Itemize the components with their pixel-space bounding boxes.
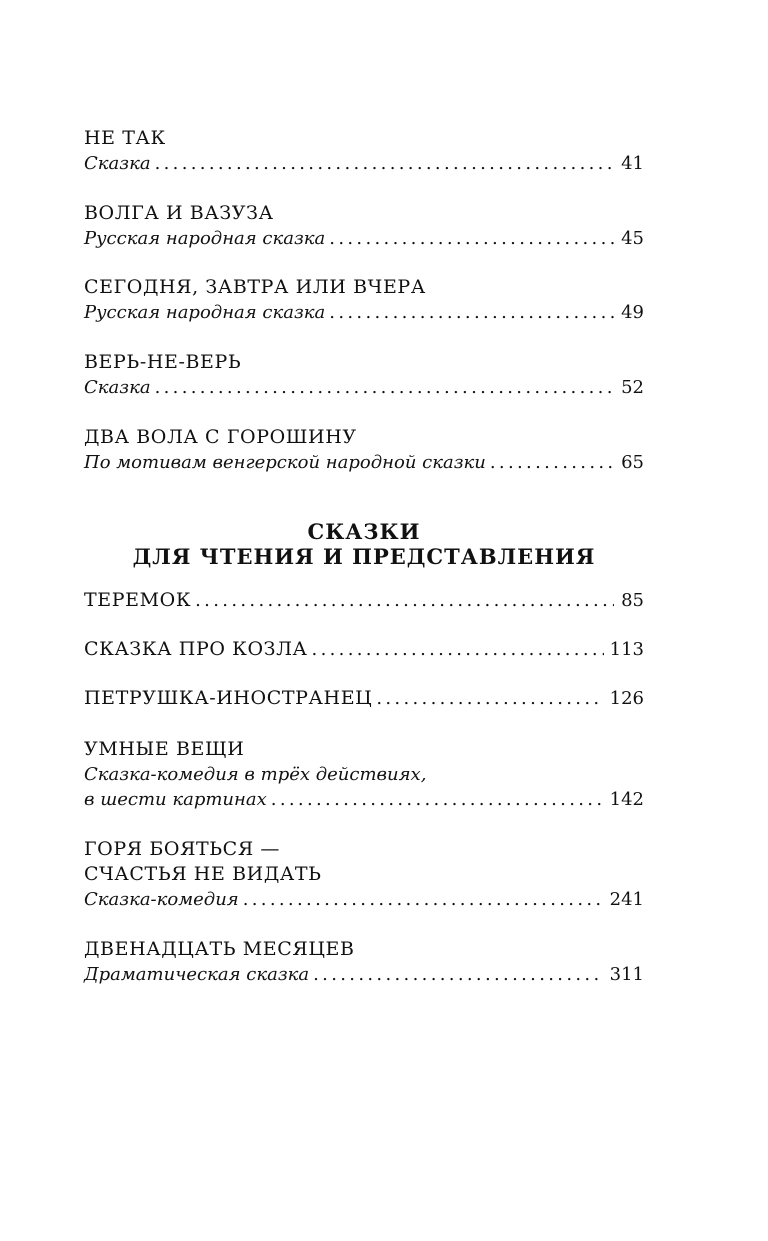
entry-line — [84, 450, 644, 475]
dot-leader — [490, 450, 614, 475]
entry-subtitle: Русская народная сказка — [84, 302, 326, 323]
dot-leader — [271, 787, 604, 812]
entry-title: ВОЛГА И ВАЗУЗА — [84, 202, 274, 224]
entry-line — [84, 686, 644, 711]
entry-title: СКАЗКА ПРО КОЗЛА — [84, 638, 308, 660]
entry-title: ГОРЯ БОЯТЬСЯ — — [84, 838, 281, 860]
section-heading — [68, 519, 660, 569]
section-heading-line-1: СКАЗКИ — [307, 519, 421, 544]
dot-leader — [376, 686, 603, 711]
dot-leader — [155, 151, 614, 176]
entry-title: ПЕТРУШКА-ИНОСТРАНЕЦ — [84, 687, 373, 709]
entry-title: СЕГОДНЯ, ЗАВТРА ИЛИ ВЧЕРА — [84, 276, 426, 298]
toc-entry — [84, 637, 644, 662]
page-number: 142 — [609, 789, 644, 810]
toc-entry — [84, 837, 644, 912]
entry-line — [84, 226, 644, 251]
entry-title: НЕ ТАК — [84, 127, 166, 149]
dot-leader — [313, 962, 604, 987]
page-number: 85 — [621, 590, 644, 611]
entry-line — [84, 637, 644, 662]
toc-entry — [84, 937, 644, 987]
toc-entry — [84, 126, 644, 176]
page-number: 45 — [621, 228, 644, 249]
toc-entry — [84, 425, 644, 475]
entry-line — [84, 151, 644, 176]
page-number: 52 — [621, 377, 644, 398]
entry-line — [84, 588, 644, 613]
page-number: 126 — [609, 688, 644, 709]
page-number: 65 — [621, 452, 644, 473]
toc-entry — [84, 350, 644, 400]
dot-leader — [155, 375, 614, 400]
entry-line — [84, 375, 644, 400]
page-number: 113 — [609, 639, 644, 660]
entry-subtitle: Сказка-комедия — [84, 889, 239, 910]
entry-title-continued: СЧАСТЬЯ НЕ ВИДАТЬ — [84, 863, 322, 885]
entry-title: УМНЫЕ ВЕЩИ — [84, 738, 245, 760]
dot-leader — [195, 588, 614, 613]
toc-entry — [84, 737, 644, 812]
dot-leader — [329, 226, 614, 251]
entry-title: ДВА ВОЛА С ГОРОШИНУ — [84, 426, 357, 448]
page-number: 41 — [621, 153, 644, 174]
toc-entry — [84, 588, 644, 613]
entry-subtitle: Сказка — [84, 153, 151, 174]
toc-entry — [84, 201, 644, 251]
dot-leader — [329, 300, 614, 325]
page-number: 241 — [609, 889, 644, 910]
dot-leader — [312, 637, 604, 662]
entry-subtitle: Драматическая сказка — [84, 964, 310, 985]
dot-leader — [243, 887, 604, 912]
toc-entry — [84, 686, 644, 711]
entry-line — [84, 887, 644, 912]
entry-title: ДВЕНАДЦАТЬ МЕСЯЦЕВ — [84, 938, 355, 960]
table-of-contents — [84, 0, 644, 1241]
entry-line — [84, 962, 644, 987]
page-number: 49 — [621, 302, 644, 323]
entry-line — [84, 300, 644, 325]
entry-subtitle-continued: в шести картинах — [84, 789, 267, 810]
entry-subtitle: Сказка-комедия в трёх действиях, — [84, 764, 427, 785]
section-heading-line-2: ДЛЯ ЧТЕНИЯ И ПРЕДСТАВЛЕНИЯ — [132, 544, 596, 569]
entry-subtitle: Сказка — [84, 377, 151, 398]
entry-subtitle: Русская народная сказка — [84, 228, 326, 249]
toc-entry — [84, 275, 644, 325]
page-number: 311 — [609, 964, 644, 985]
entry-title: ВЕРЬ-НЕ-ВЕРЬ — [84, 351, 242, 373]
entry-title: ТЕРЕМОК — [84, 589, 192, 611]
entry-line — [84, 787, 644, 812]
entry-subtitle: По мотивам венгерской народной сказки — [84, 452, 486, 473]
